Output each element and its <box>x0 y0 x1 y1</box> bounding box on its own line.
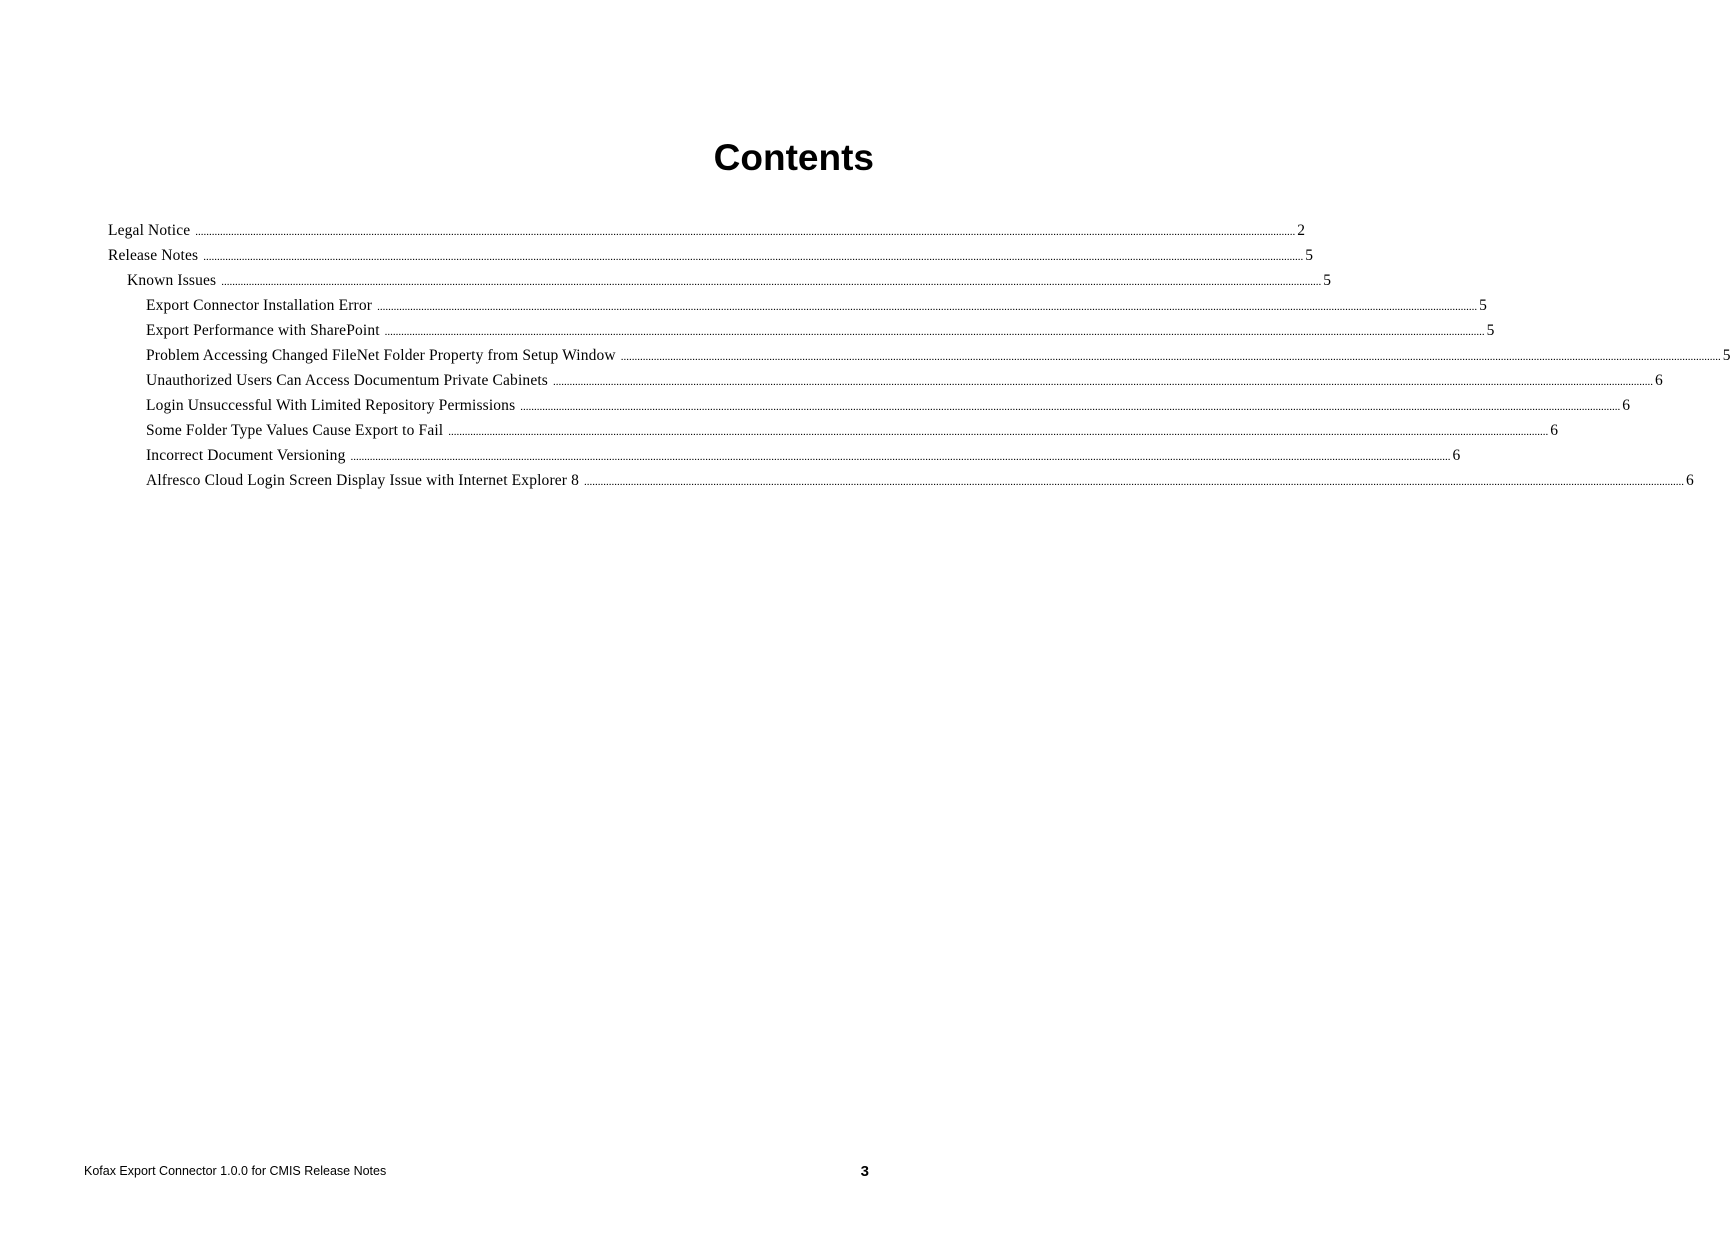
dot-leader: ................................................................................................................................................................................................................................................................................................................................................................................................................ <box>448 426 1549 438</box>
toc-entry-page: 6 <box>1550 422 1559 439</box>
dot-leader: ................................................................................................................................................................................................................................................................................................................................................................................................................ <box>377 301 1478 313</box>
dot-leader: ................................................................................................................................................................................................................................................................................................................................................................................................................ <box>584 476 1685 488</box>
toc-entry-page: 5 <box>1323 272 1332 289</box>
toc-entry-page: 6 <box>1622 397 1631 414</box>
toc-entry-page: 5 <box>1479 297 1487 314</box>
toc-entry-export-performance-sharepoint[interactable] <box>108 322 1495 347</box>
toc-entry-title: Problem Accessing Changed FileNet Folder Property from Setup Window <box>146 347 616 364</box>
dot-leader: ................................................................................................................................................................................................................................................................................................................................................................................................................ <box>221 276 1322 288</box>
footer-document-title: Kofax Export Connector 1.0.0 for CMIS Release Notes <box>84 1164 387 1178</box>
table-of-contents <box>108 222 1731 497</box>
dot-leader: ................................................................................................................................................................................................................................................................................................................................................................................................................ <box>552 376 1653 388</box>
toc-entry-page: 6 <box>1654 372 1663 389</box>
dot-leader: ................................................................................................................................................................................................................................................................................................................................................................................................................ <box>520 401 1621 413</box>
toc-entry-title: Export Connector Installation Error <box>146 297 373 314</box>
toc-entry-title: Login Unsuccessful With Limited Repository Permissions <box>146 397 516 414</box>
toc-entry-page: 2 <box>1297 222 1306 239</box>
toc-entry-title: Some Folder Type Values Cause Export to Fail <box>146 422 444 439</box>
toc-entry-title: Incorrect Document Versioning <box>146 447 346 464</box>
toc-entry-title: Alfresco Cloud Login Screen Display Issue with Internet Explorer 8 <box>146 472 580 489</box>
toc-entry-known-issues[interactable] <box>108 272 1332 297</box>
toc-entry-alfresco-cloud-login[interactable] <box>108 472 1694 497</box>
toc-entry-export-connector-installation-error[interactable] <box>108 297 1487 322</box>
toc-entry-page: 6 <box>1452 447 1461 464</box>
toc-entry-legal-notice[interactable] <box>108 222 1306 247</box>
dot-leader: ................................................................................................................................................................................................................................................................................................................................................................................................................ <box>350 451 1451 463</box>
toc-entry-page: 5 <box>1486 322 1495 339</box>
toc-entry-title: Known Issues <box>127 272 217 289</box>
footer-page-number: 3 <box>860 1163 869 1180</box>
toc-entry-filenet-folder-property[interactable] <box>108 347 1731 372</box>
toc-entry-documentum-private-cabinets[interactable] <box>108 372 1663 397</box>
toc-entry-title: Export Performance with SharePoint <box>146 322 380 339</box>
toc-entry-title: Legal Notice <box>108 222 191 239</box>
dot-leader: ................................................................................................................................................................................................................................................................................................................................................................................................................ <box>195 226 1296 238</box>
toc-entry-release-notes[interactable] <box>108 247 1314 272</box>
toc-entry-folder-type-values[interactable] <box>108 422 1559 447</box>
toc-entry-page: 5 <box>1722 347 1731 364</box>
toc-entry-title: Release Notes <box>108 247 199 264</box>
page-title: Contents <box>713 137 874 178</box>
toc-entry-title: Unauthorized Users Can Access Documentum Private Cabinets <box>146 372 548 389</box>
toc-entry-incorrect-document-versioning[interactable] <box>108 447 1461 472</box>
dot-leader: ................................................................................................................................................................................................................................................................................................................................................................................................................ <box>203 251 1304 263</box>
toc-entry-page: 6 <box>1686 472 1694 489</box>
toc-entry-page: 5 <box>1305 247 1314 264</box>
dot-leader: ................................................................................................................................................................................................................................................................................................................................................................................................................ <box>620 351 1721 363</box>
dot-leader: ................................................................................................................................................................................................................................................................................................................................................................................................................ <box>384 326 1485 338</box>
toc-entry-login-unsuccessful[interactable] <box>108 397 1631 422</box>
